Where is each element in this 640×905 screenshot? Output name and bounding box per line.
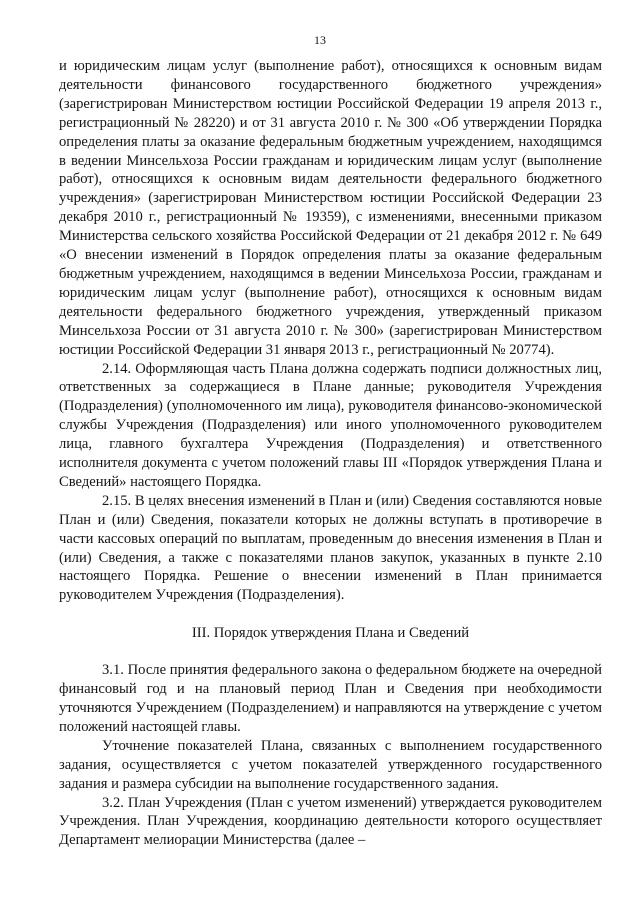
paragraph-2-15: 2.15. В целях внесения изменений в План и (или) Сведения составляются новые План и (или) Сведения, показатели которых не должны вступать в противоречие в части кассовых операций по выплатам, проведенным до внесения изменения в План и (или) Сведения, а также с показателями планов закупок, указанных в пункте 2.10 настоящего Порядка. Решение о внесении изменений в План принимается руководителем Учреждения (Подразделения). bbox=[59, 492, 603, 604]
document-body bbox=[59, 57, 602, 850]
paragraph-2-14: 2.14. Оформляющая часть Плана должна содержать подписи должностных лиц, ответственных за содержащиеся в Плане данные; руководителя Учреждения (Подразделения) (уполномоченного им лица), руководителя финансово-экономической службы Учреждения (Подразделения) или иного уполномоченного руководителем лица, главного бухгалтера Учреждения (Подразделения) и ответственного исполнителя документа с учетом положений главы III «Порядок утверждения Плана и Сведений» настоящего Порядка. bbox=[59, 360, 602, 490]
paragraph-3-1: 3.1. После принятия федерального закона о федеральном бюджете на очередной финансовый год и на плановый период План и Сведения при необходимости уточняются Учреждением (Подразделением) и направляются на утверждение с учетом положений настоящей главы. bbox=[59, 662, 602, 735]
paragraph-3-2: 3.2. План Учреждения (План с учетом изменений) утверждается руководителем Учреждения. План Учреждения, координацию деятельности которого осуществляет Департамент мелиорации Министерства (далее – bbox=[59, 794, 602, 849]
paragraph-3-1-clarification: Уточнение показателей Плана, связанных с выполнением государственного задания, осуществляется с учетом показателей утвержденного государственного задания и размера субсидии на выполнение государственного задания. bbox=[59, 737, 602, 792]
paragraph-continuation: и юридическим лицам услуг (выполнение работ), относящихся к основным видам деятельности финансового государственного бюджетного учреждения» (зарегистрирован Министерством юстиции Российской Федерации 19 апреля 2013 г., регистрационный № 28220) и от 31 августа 2010 г. № 300 «Об утверждении Порядка определения платы за оказание федеральным бюджетным учреждением, находящимся в ведении Минсельхоза России гражданам и юридическим лицам услуг (выполнение работ), относящихся к основным видам деятельности федерального бюджетного учреждения» (зарегистрирован Министерством юстиции Российской Федерации 23 декабря 2010 г., регистрационный № 19359), с изменениями, внесенными приказом Министерства сельского хозяйства Российской Федерации от 21 декабря 2012 г. № 649 «О внесении изменений в Порядок определения платы за оказание федеральным бюджетным учреждением, находящимся в ведении Минсельхоза России, гражданам и юридическим лицам услуг (выполнение работ), относящихся к основным видам деятельности федерального бюджетного учреждения, утвержденный приказом Минсельхоза России от 31 августа 2010 г. № 300» (зарегистрирован Министерством юстиции Российской Федерации 31 января 2013 г., регистрационный № 20774). bbox=[59, 58, 602, 358]
section-heading: III. Порядок утверждения Плана и Сведений bbox=[191, 625, 470, 642]
page-number: 13 bbox=[314, 33, 326, 47]
